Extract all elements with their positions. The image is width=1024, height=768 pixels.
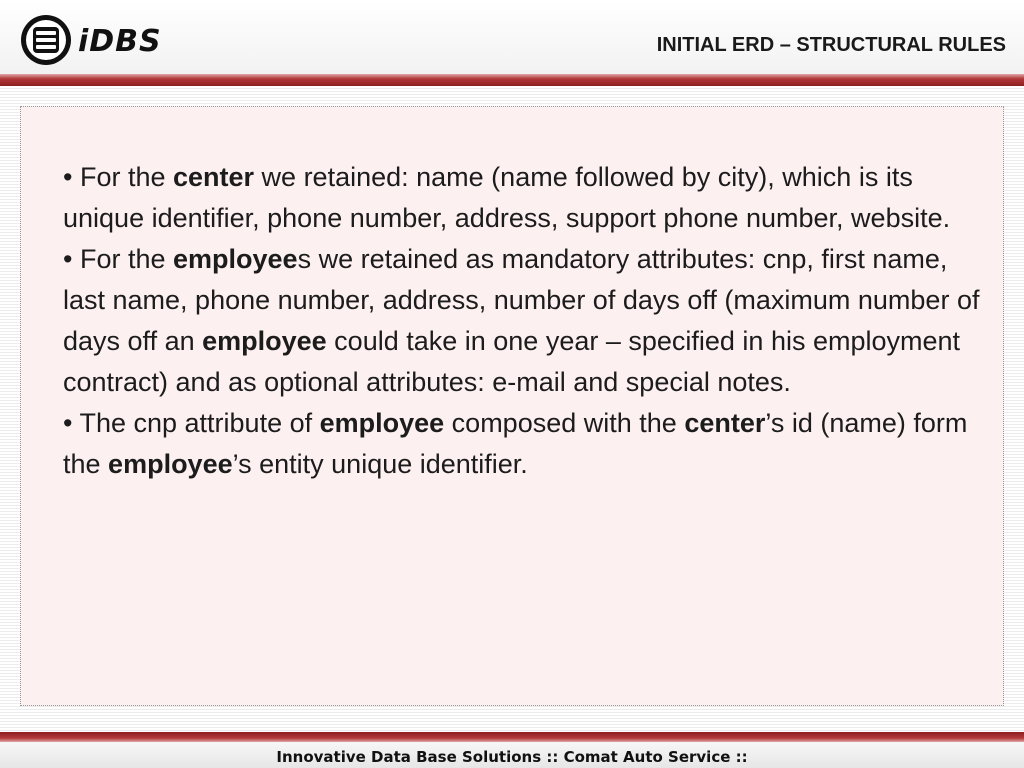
bullet-center: • For the center we retained: name (name followed by city), which is its unique identifier, phone number, address, support phone number, website. — [63, 162, 951, 233]
slide-title: INITIAL ERD – STRUCTURAL RULES — [656, 34, 1006, 56]
bullet-identifier: • The cnp attribute of employee composed with the center’s id (name) form the employee’s entity unique identifier. — [63, 408, 968, 479]
footer-text: Innovative Data Base Solutions :: Comat Auto Service :: — [276, 748, 748, 766]
logo-text: iDBS — [78, 24, 162, 59]
bullet-employees: • For the employees we retained as mandatory attributes: cnp, first name, last name, phone number, address, number of days off (maximum number of days off an employee could take in one year – specified in his employment contract) and as optional attributes: e-mail and special notes. — [63, 244, 980, 397]
footer-divider — [0, 732, 1024, 742]
slide-body — [63, 157, 983, 485]
header-divider — [0, 74, 1024, 86]
slide-header — [0, 0, 1024, 74]
database-logo-icon — [21, 15, 71, 65]
slide-footer — [0, 742, 1024, 768]
